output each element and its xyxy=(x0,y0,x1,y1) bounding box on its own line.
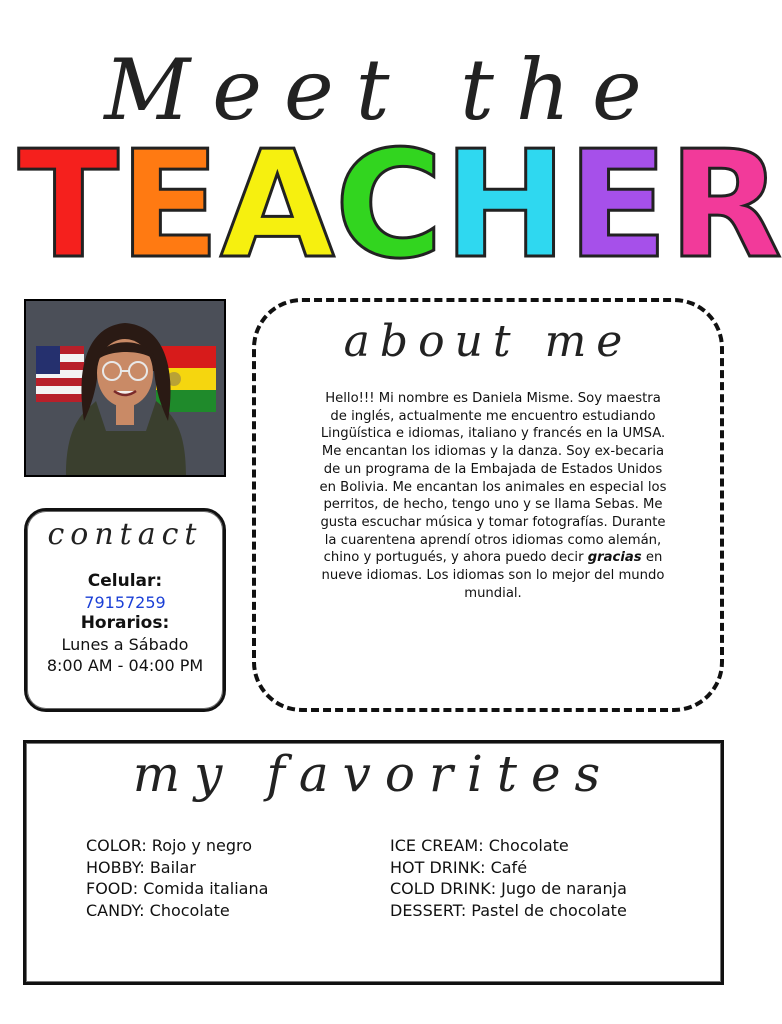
header-letter: E xyxy=(567,119,669,291)
teacher-photo xyxy=(24,299,226,477)
favorite-item: CANDY: Chocolate xyxy=(86,900,230,920)
favorite-item: DESSERT: Pastel de chocolate xyxy=(390,900,627,920)
header-letter: T xyxy=(18,119,119,291)
header-letter: R xyxy=(668,119,782,291)
favorites-left-column xyxy=(86,835,268,921)
horarios-label: Horarios: xyxy=(80,613,170,633)
favorites-right-column xyxy=(390,835,627,921)
celular-label: Celular: xyxy=(87,571,163,591)
about-body xyxy=(316,390,670,602)
favorite-item: HOBBY: Bailar xyxy=(86,857,196,877)
about-card xyxy=(252,298,724,712)
header-letter: A xyxy=(220,119,335,291)
about-emphasis: gracias xyxy=(587,550,642,566)
about-text-end: en nueve idiomas. Los idiomas son lo mejor del mundo mundial. xyxy=(321,550,665,601)
header-letter: C xyxy=(334,119,444,291)
favorite-item: COLOR: Rojo y negro xyxy=(86,836,253,855)
favorite-item: COLD DRINK: Jugo de naranja xyxy=(390,879,627,898)
favorite-item: HOT DRINK: Café xyxy=(390,857,528,877)
about-title: about me xyxy=(343,316,633,367)
usa-flag-icon xyxy=(36,346,84,402)
header-title xyxy=(18,119,782,291)
celular-link[interactable]: 79157259 xyxy=(84,593,166,612)
favorite-item: ICE CREAM: Chocolate xyxy=(390,836,569,855)
contact-card xyxy=(24,508,226,712)
header-letter: H xyxy=(443,119,568,291)
horarios-days: Lunes a Sábado xyxy=(61,635,189,654)
about-text: Hello!!! Mi nombre es Daniela Misme. Soy maestra de inglés, actualmente me encuentro estudiando Lingüística e idiomas, italiano y francés en la UMSA. Me encantan los idiomas y la danza. Soy ex-becaria de un programa de la Embajada de Estados Unidos en Bolivia. Me encantan los animales en especial los perritos, de hecho, tengo uno y se llama Sebas. Me gusta escuchar música y tomar fotografías. Durante la cuarentena aprendí otros idiomas como alemán, chino y portugués, y ahora puedo decir xyxy=(319,391,667,566)
favorites-title: my favorites xyxy=(132,745,615,803)
favorites-card xyxy=(23,740,724,985)
favorite-item: FOOD: Comida italiana xyxy=(86,879,269,898)
header-letter: E xyxy=(118,119,221,291)
contact-title: contact xyxy=(47,517,203,552)
horarios-hours: 8:00 AM - 04:00 PM xyxy=(46,656,204,675)
header-script-title: Meet the xyxy=(104,41,664,139)
teacher-photo-illustration xyxy=(26,301,224,475)
